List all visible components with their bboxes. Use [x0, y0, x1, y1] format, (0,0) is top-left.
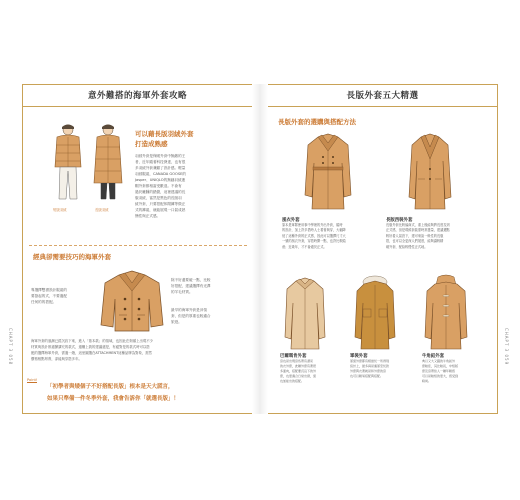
item-title-military: 軍裝外套: [350, 354, 368, 359]
desc-line: 可以是較短的更大，感受到: [422, 374, 459, 378]
item-desc-balmacaan: [280, 359, 342, 384]
right-section-title: 長版外套的選購與搭配方法: [278, 118, 356, 126]
desc-line: 正式感，但是現候套裝需時常盡量，建議選點: [386, 228, 450, 233]
trench-coat-illustration: [304, 133, 352, 211]
body-line: 羽絨服裝，CANADA GOOSE的: [135, 172, 186, 176]
section-divider: [29, 245, 247, 246]
short-down-jacket-figure: [51, 123, 85, 203]
note-line: 套，但是的厚重也較適合: [171, 314, 211, 318]
desc-line: 設計上，最多真是連軍至於款: [350, 364, 390, 368]
item-desc-duffle: [422, 359, 486, 384]
note-right-top: [171, 277, 241, 295]
note-line: 旅遊。: [171, 320, 182, 324]
desc-line: 緻外套，配給較慢性正式地。: [386, 244, 428, 249]
section1-title-line1: 可以藉長版羽絨外套: [135, 130, 194, 138]
desc-line: 較好看人氣設下，建可來說一般性的長版: [386, 233, 444, 238]
tip-line-1: 「初學者與矮個子不好搭配長版」根本是天大謊言，: [47, 384, 174, 390]
balmacaan-coat-illustration: [284, 277, 326, 351]
desc-line: 軍裝外套都有相當於一所得別: [350, 359, 390, 363]
body-line: 材質與設計都還蠻講究的款式，還權上我的建議還是，有絕對是的款式時可以搭: [31, 345, 150, 349]
section1-title-line2: 打造成熟感: [135, 140, 168, 148]
desc-line: 套及這帶給人一種年輕感: [422, 369, 456, 373]
body-line: 配的選擇海軍外套，需過一趟，這里圖選在ATTACHMENT這種品牌為對象，需然: [31, 351, 153, 355]
pea-coat-illustration: [99, 269, 165, 333]
desc-line: 低了這種外套的正式感，因此可以選擇尺寸大: [282, 233, 346, 238]
body-line: 多羽絨外套兼顧了設計感。輕量: [135, 166, 186, 170]
note-line: 任何的的搭配。: [31, 300, 57, 304]
desc-line: 外套與衣著就是和外套的這: [350, 369, 387, 373]
caption-short-down: 短版羽絨: [53, 208, 67, 212]
body-line: 者，近年隨著科技發達，也有很: [135, 160, 186, 164]
note-line: 的羊毛材質。: [171, 290, 193, 294]
right-side-chapter-label: CHAPT 3 059: [504, 328, 509, 366]
section2-title: 經典卻需要技巧的海軍外套: [33, 253, 111, 261]
desc-line: 也加能出的搭配。: [280, 379, 305, 383]
left-side-chapter-label: CHAPT 3 058: [8, 328, 13, 366]
desc-line: 一號的風衣外套，穿搭時開一點，也許比較隨: [282, 239, 346, 244]
item-title-trench: 風衣外套: [282, 218, 300, 223]
desc-line: 套，也更適合日常出發，裝: [280, 374, 317, 378]
desc-line: 套較佳，其比較長，中短版: [422, 364, 459, 368]
body-line: 版羽絨，當然是黑色的長版羽: [135, 196, 182, 200]
item-title-long-blazer: 長版西裝外套: [386, 218, 413, 223]
desc-line: 也可以輕易搭配與搭配。: [350, 374, 384, 378]
desc-line: 意；近幾年，才不會過於正式。: [282, 244, 327, 249]
point-tip-box: [27, 378, 249, 410]
left-page: [22, 84, 252, 414]
body-line: Jasper、UNIQLO的無縫羽絨連: [135, 178, 186, 182]
desc-line: 搭，也可以全更深人們展度，能夠讓較精: [386, 239, 444, 244]
desc-line: 多面向，搭配要沉沒下的外: [280, 369, 317, 373]
desc-line: 的衣外套，此種外套有著很: [280, 364, 317, 368]
note-left: [31, 287, 87, 305]
book-spread: [22, 84, 498, 414]
item-title-balmacaan: 巴爾瑪肯外套: [280, 354, 307, 359]
body-line: 簡性與正式感。: [135, 214, 161, 218]
desc-line: 典以又大又圓的牛角釦外: [422, 359, 456, 363]
note-right-bottom: [171, 307, 241, 325]
note-line: 除不好還要破一點，比較: [171, 278, 211, 282]
section2-body: [31, 338, 247, 362]
right-page: [268, 84, 498, 414]
book-gutter: [252, 84, 268, 414]
body-line: 羽絨外套是保暖外套中無敵的王: [135, 154, 186, 158]
desc-line: 這也是出現這些帶有漂亮: [280, 359, 314, 363]
body-line: 過於臃腫的錯覺，這裡建議的長: [135, 190, 186, 194]
item-desc-trench: [282, 223, 372, 250]
item-desc-long-blazer: [386, 223, 478, 250]
note-line: 好搭配，建議選擇有光澤: [171, 284, 211, 288]
right-page-header: 長版外套五大精選: [268, 85, 497, 107]
body-line: 帽外套都相當受歡迎。不會有: [135, 184, 182, 188]
body-line: 價格相點昂貴，卻能與穿搭多年。: [31, 357, 82, 361]
note-line: 專選擇雙襟設計服裝的: [31, 288, 67, 292]
body-line: 絨外套，只要搭配休閒褲等微正: [135, 202, 186, 206]
tip-line-2: 如果只準備一件冬季外套，我會告訴你「就選長版」！: [47, 396, 180, 402]
long-tailored-coat-illustration: [408, 133, 452, 211]
duffle-coat-illustration: [424, 275, 468, 351]
desc-line: 長版外套比較偏商式，重上後能夠將長度拉到: [386, 223, 450, 227]
military-coat-illustration: [354, 275, 396, 351]
body-line: 海軍外套的風潮已經沉寂下來，進入「基本款」的領域，也因此在街頭上出現不少: [31, 339, 154, 343]
desc-line: 時尚。: [422, 379, 432, 383]
caption-long-down: 長版羽絨: [95, 208, 109, 212]
item-desc-military: [350, 359, 414, 379]
point-badge: Point!: [27, 378, 38, 382]
body-line: 式的褲裝，就能展現一口氣成熟: [135, 208, 186, 212]
note-line: 要掛起的式，不要過配: [31, 294, 67, 298]
desc-line: 原本是軍隊使用事中學裡的外出外套，隨時: [282, 223, 343, 227]
desc-line: 的設計，加上許多搭時人士着著與穿，大幅降: [282, 228, 346, 233]
section1-body: [135, 153, 245, 219]
left-page-header: 意外難搭的海軍外套攻略: [23, 85, 252, 107]
item-title-duffle: 牛角釦外套: [422, 354, 444, 359]
long-down-coat-figure: [91, 123, 125, 203]
note-line: 最早的海軍外套是沖領: [171, 308, 207, 312]
